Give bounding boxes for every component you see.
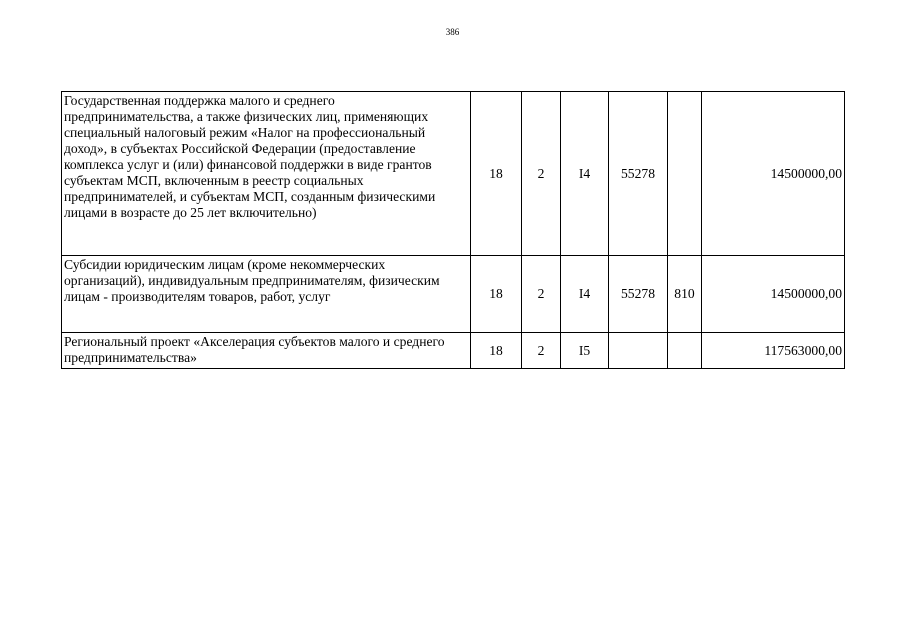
amount-cell: 117563000,00 xyxy=(702,333,845,369)
direction-code-cell xyxy=(609,333,668,369)
table-row xyxy=(62,92,845,256)
direction-code-cell: 55278 xyxy=(609,92,668,256)
table-row xyxy=(62,256,845,333)
ministry-code-cell: 18 xyxy=(471,256,522,333)
direction-code-cell: 55278 xyxy=(609,256,668,333)
page-number: 386 xyxy=(445,27,460,37)
row-name-cell: Региональный проект «Акселерация субъектов малого и среднего предпринимательства» xyxy=(62,333,471,369)
row-name-cell: Субсидии юридическим лицам (кроме некоммерческих организаций), индивидуальным предпринимателям, физическим лицам - производителям товаров, работ, услуг xyxy=(62,256,471,333)
budget-table xyxy=(61,91,845,369)
ministry-code-cell: 18 xyxy=(471,92,522,256)
expense-type-cell: 810 xyxy=(668,256,702,333)
expense-type-cell xyxy=(668,92,702,256)
expense-type-cell xyxy=(668,333,702,369)
project-code-cell: I4 xyxy=(561,92,609,256)
row-name-cell: Государственная поддержка малого и среднего предпринимательства, а также физических лиц, применяющих специальный налоговый режим «Налог на профессиональный доход», в субъектах Российской Федерации (предоставление комплекса услуг и (или) финансовой поддержки в виде грантов субъектам МСП, включенным в реестр социальных предпринимателей, и субъектам МСП, созданным физическими лицами в возрасте до 25 лет включительно) xyxy=(62,92,471,256)
amount-cell: 14500000,00 xyxy=(702,92,845,256)
table-row xyxy=(62,333,845,369)
amount-cell: 14500000,00 xyxy=(702,256,845,333)
program-code-cell: 2 xyxy=(522,256,561,333)
project-code-cell: I5 xyxy=(561,333,609,369)
ministry-code-cell: 18 xyxy=(471,333,522,369)
project-code-cell: I4 xyxy=(561,256,609,333)
program-code-cell: 2 xyxy=(522,333,561,369)
program-code-cell: 2 xyxy=(522,92,561,256)
